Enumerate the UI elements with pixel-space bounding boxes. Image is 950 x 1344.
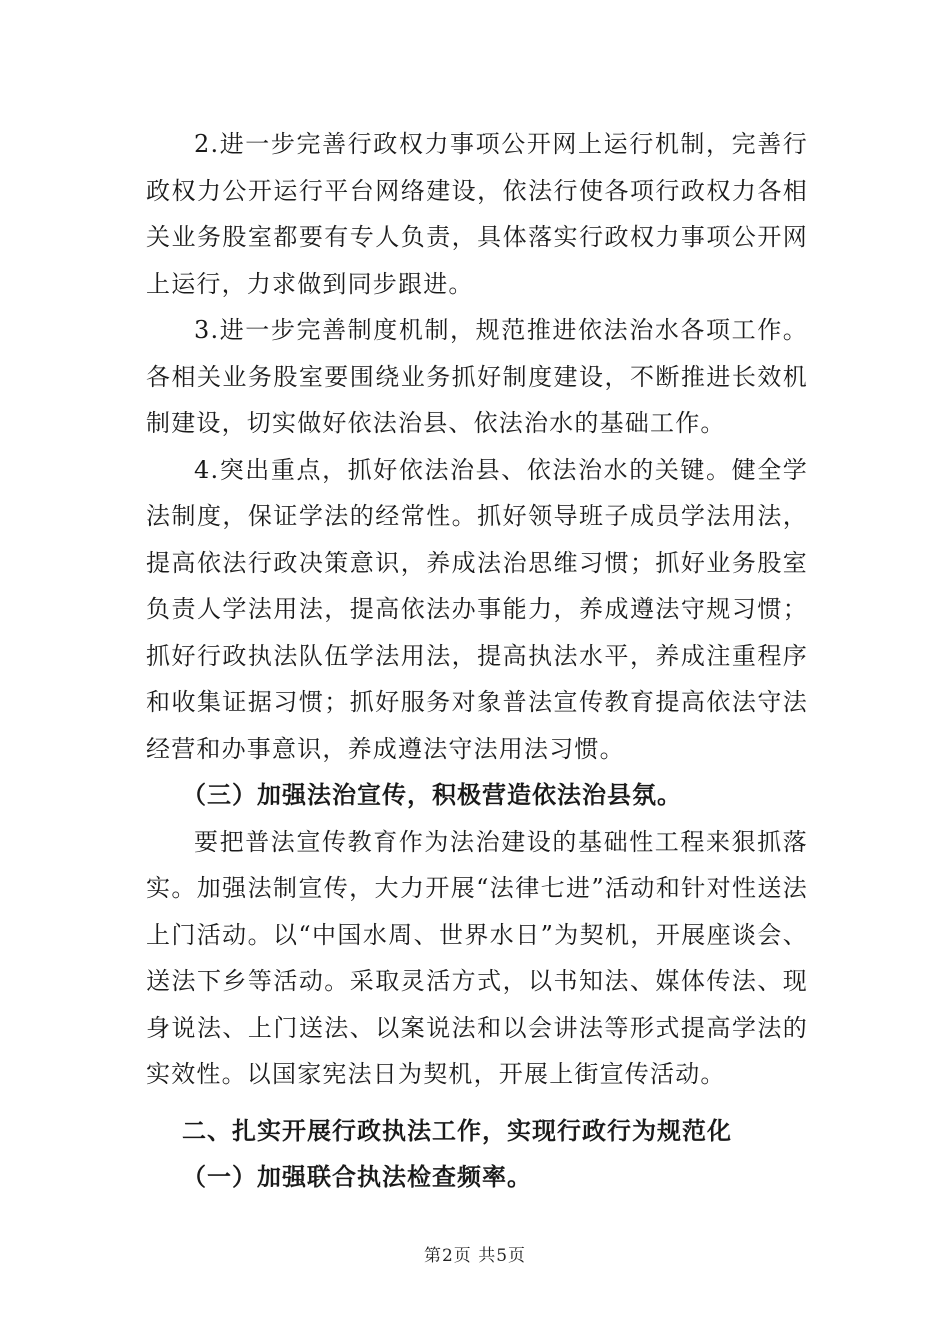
page-footer: 第2页 共5页: [423, 1246, 527, 1266]
paragraph-item-4: 4.突出重点，抓好依法治县、依法治水的关键。健全学法制度，保证学法的经常性。抓好领导班子成员学法用法，提高依法行政决策意识，养成法治思维习惯；抓好业务股室负责人学法用法，提高依法办事能力，养成遵法守规习惯；抓好行政执法队伍学法用法，提高执法水平，养成注重程序和收集证据习惯；抓好服务对象普法宣传教育提高依法守法经营和办事意识，养成遵法守法用法习惯。: [146, 455, 808, 763]
paragraph-publicity: 要把普法宣传教育作为法治建设的基础性工程来狠抓落实。加强法制宣传，大力开展“法律七进”活动和针对性送法上门活动。以“中国水周、世界水日”为契机，开展座谈会、送法下乡等活动。采取灵活方式，以书知法、媒体传法、现身说法、上门送法、以案说法和以会讲法等形式提高学法的实效性。以国家宪法日为契机，开展上街宣传活动。: [146, 827, 808, 1088]
section-heading-3: （三）加强法治宣传，积极营造依法治县氛。: [182, 781, 682, 809]
chapter-heading-2: 二、扎实开展行政执法工作，实现行政行为规范化: [182, 1116, 732, 1145]
paragraph-item-3: 3.进一步完善制度机制，规范推进依法治水各项工作。各相关业务股室要围绕业务抓好制度建设，不断推进长效机制建设，切实做好依法治县、依法治水的基础工作。: [146, 316, 808, 437]
document-body: [146, 121, 808, 1201]
paragraph-item-2: 2.进一步完善行政权力事项公开网上运行机制，完善行政权力公开运行平台网络建设，依法行使各项行政权力各相关业务股室都要有专人负责，具体落实行政权力事项公开网上运行，力求做到同步跟进。: [146, 130, 808, 298]
section-heading-1: （一）加强联合执法检查频率。: [182, 1163, 532, 1191]
